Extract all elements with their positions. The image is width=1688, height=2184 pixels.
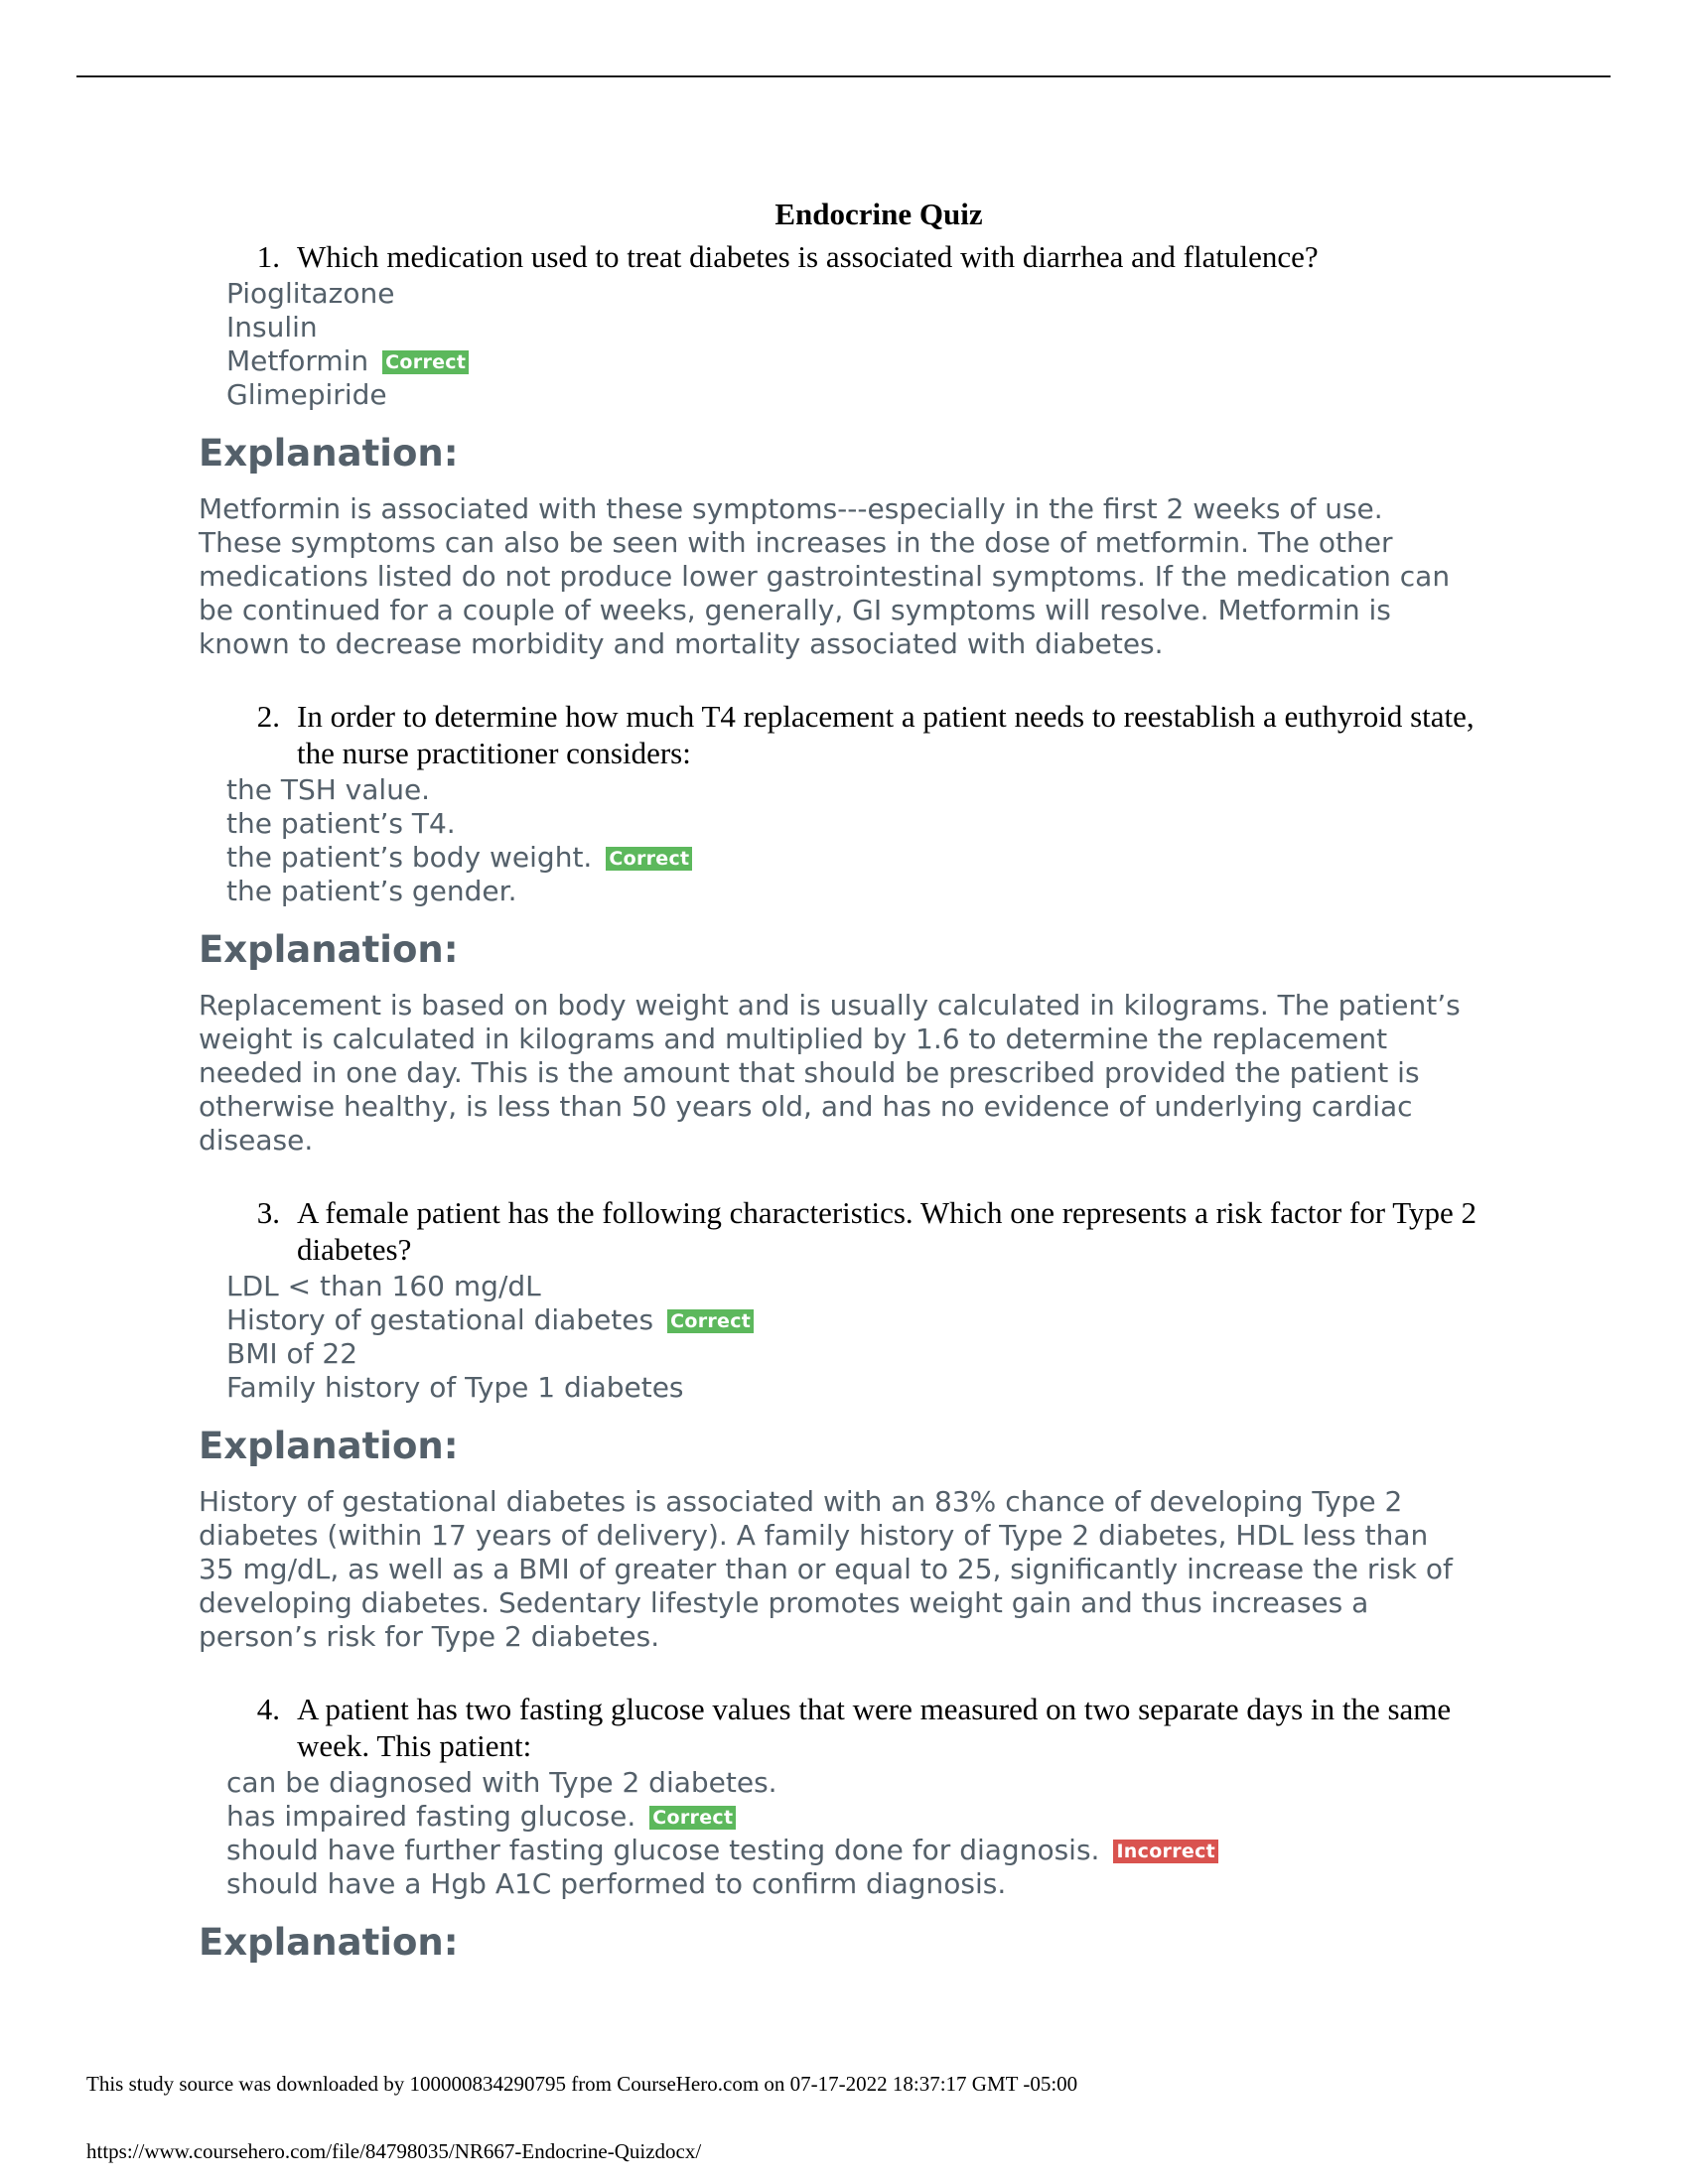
question-text: In order to determine how much T4 replacement a patient needs to reestablish a euthyroid state, the nurse practitioner considers: <box>297 699 1475 770</box>
explanation-heading: Explanation: <box>199 1921 459 1964</box>
answer-option-label: has impaired fasting glucose. <box>226 1800 636 1833</box>
answer-option-label: Insulin <box>226 311 318 343</box>
answer-option-label: Glimepiride <box>226 378 387 411</box>
answer-option-label: BMI of 22 <box>226 1337 358 1370</box>
answer-option[interactable] <box>226 378 1509 412</box>
explanation-heading: Explanation: <box>199 1425 459 1467</box>
question-number: 3. <box>256 1195 280 1230</box>
question-text: A female patient has the following characteristics. Which one represents a risk factor for Type 2 diabetes? <box>297 1195 1477 1267</box>
answer-options <box>226 1270 1509 1405</box>
correct-badge: Correct <box>606 847 692 871</box>
answer-option-label: should have a Hgb A1C performed to confirm diagnosis. <box>226 1867 1007 1900</box>
explanation-heading: Explanation: <box>199 928 459 971</box>
question-number: 4. <box>256 1692 280 1726</box>
answer-option[interactable] <box>226 311 1509 344</box>
answer-option-label: the patient’s body weight. <box>226 841 593 874</box>
footer-url[interactable]: https://www.coursehero.com/file/84798035/NR667-Endocrine-Quizdocx/ <box>86 2139 702 2163</box>
answer-option-label: the patient’s T4. <box>226 807 456 840</box>
answer-option[interactable] <box>226 1834 1509 1867</box>
explanation-heading: Explanation: <box>199 432 459 475</box>
page-title: Endocrine Quiz <box>774 197 983 231</box>
answer-options <box>226 773 1509 908</box>
explanation-text: History of gestational diabetes is associated with an 83% chance of developing Type 2 diabetes (within 17 years of delivery). A family history of Type 2 diabetes, HDL less than 35 mg/dL, as well as a BMI of greater than or equal to 25, significantly increase the risk of developing diabetes. Sedentary lifestyle promotes weight gain and thus increases a person’s risk for Type 2 diabetes. <box>199 1485 1453 1653</box>
footer-source-line: This study source was downloaded by 100000834290795 from CourseHero.com on 07-17-2022 18:37:17 GMT -05:00 <box>86 2072 1078 2096</box>
answer-option-label: Pioglitazone <box>226 277 395 310</box>
answer-option[interactable] <box>226 1867 1509 1901</box>
question-block <box>199 1194 1509 1654</box>
explanation-text: Replacement is based on body weight and is usually calculated in kilograms. The patient’s weight is calculated in kilograms and multiplied by 1.6 to determine the replacement needed in one day. This is the amount that should be prescribed provided the patient is otherwise healthy, is less than 50 years old, and has no evidence of underlying cardiac disease. <box>199 989 1461 1157</box>
question-block <box>199 698 1509 1158</box>
question <box>199 698 1509 771</box>
answer-option-label: can be diagnosed with Type 2 diabetes. <box>226 1766 777 1799</box>
quiz-document <box>199 197 1509 1981</box>
answer-option[interactable] <box>226 807 1509 841</box>
correct-badge: Correct <box>667 1309 754 1333</box>
answer-option-label: the TSH value. <box>226 773 431 806</box>
incorrect-badge: Incorrect <box>1113 1840 1218 1863</box>
answer-option-label: should have further fasting glucose testing done for diagnosis. <box>226 1834 1100 1866</box>
question <box>199 1691 1509 1764</box>
question-list <box>199 238 1509 1965</box>
answer-option[interactable] <box>226 1766 1509 1800</box>
question-number: 1. <box>256 239 280 274</box>
answer-option-label: Family history of Type 1 diabetes <box>226 1371 684 1404</box>
answer-option[interactable] <box>226 344 1509 378</box>
explanation-text: Metformin is associated with these symptoms---especially in the first 2 weeks of use. These symptoms can also be seen with increases in the dose of metformin. The other medications listed do not produce lower gastrointestinal symptoms. If the medication can be continued for a couple of weeks, generally, GI symptoms will resolve. Metformin is known to decrease morbidity and mortality associated with diabetes. <box>199 492 1451 660</box>
answer-option-label: Metformin <box>226 344 369 377</box>
answer-option[interactable] <box>226 875 1509 908</box>
answer-option-label: the patient’s gender. <box>226 875 517 907</box>
question <box>199 238 1509 275</box>
question-text: A patient has two fasting glucose values that were measured on two separate days in the same week. This patient: <box>297 1692 1452 1763</box>
correct-badge: Correct <box>382 350 469 374</box>
answer-option[interactable] <box>226 1800 1509 1834</box>
top-rule <box>76 75 1611 77</box>
question-block <box>199 238 1509 661</box>
answer-option-label: History of gestational diabetes <box>226 1303 654 1336</box>
question-number: 2. <box>256 699 280 734</box>
correct-badge: Correct <box>649 1806 736 1830</box>
answer-options <box>226 277 1509 412</box>
answer-option[interactable] <box>226 1337 1509 1371</box>
answer-option[interactable] <box>226 1371 1509 1405</box>
answer-option[interactable] <box>226 1270 1509 1303</box>
question-text: Which medication used to treat diabetes is associated with diarrhea and flatulence? <box>297 239 1319 274</box>
answer-option-label: LDL < than 160 mg/dL <box>226 1270 541 1302</box>
answer-options <box>226 1766 1509 1901</box>
answer-option[interactable] <box>226 773 1509 807</box>
answer-option[interactable] <box>226 841 1509 875</box>
answer-option[interactable] <box>226 1303 1509 1337</box>
answer-option[interactable] <box>226 277 1509 311</box>
question <box>199 1194 1509 1268</box>
question-block <box>199 1691 1509 1965</box>
